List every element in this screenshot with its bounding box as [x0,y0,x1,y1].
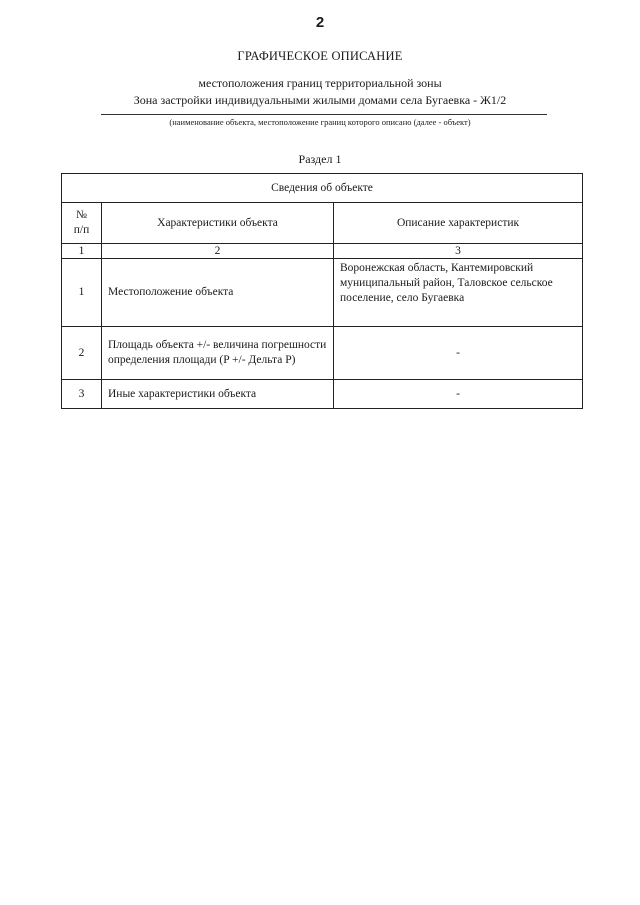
table-row [62,380,583,409]
document-subtitle-line-1: местоположения границ территориальной зоны [198,76,442,90]
column-index-2: 2 [102,244,334,259]
table-row [62,259,583,327]
subtitle-underline [101,114,547,115]
row-number: 2 [62,327,102,380]
row-description: - [334,327,583,380]
section-label: Раздел 1 [298,152,342,166]
column-index-1: 1 [62,244,102,259]
column-header-characteristic: Характеристики объекта [102,203,334,244]
row-number: 3 [62,380,102,409]
column-index-3: 3 [334,244,583,259]
document-subtitle-line-2: Зона застройки индивидуальными жилыми домами села Бугаевка - Ж1/2 [133,93,507,107]
row-number: 1 [62,259,102,327]
table-header: Сведения об объекте [62,174,583,203]
table-row [62,327,583,380]
row-description: - [334,380,583,409]
document-title: ГРАФИЧЕСКОЕ ОПИСАНИЕ [237,49,403,63]
row-characteristic: Местоположение объекта [102,259,334,327]
row-characteristic: Площадь объекта +/- величина погрешности определения площади (P +/- Дельта P) [102,327,334,380]
column-header-num-text: № п/п [73,209,90,236]
column-header-description: Описание характеристик [334,203,583,244]
page-number: 2 [315,14,325,31]
object-caption: (наименование объекта, местоположение границ которого описано (далее - объект) [169,117,471,127]
row-characteristic: Иные характеристики объекта [102,380,334,409]
column-index-row [62,244,583,259]
column-header-num [62,203,102,244]
row-description: Воронежская область, Кантемировский муниципальный район, Таловское сельское поселение, село Бугаевка [334,259,583,327]
column-header-row [62,203,583,244]
table-header-row [62,174,583,203]
object-info-table [61,173,583,409]
